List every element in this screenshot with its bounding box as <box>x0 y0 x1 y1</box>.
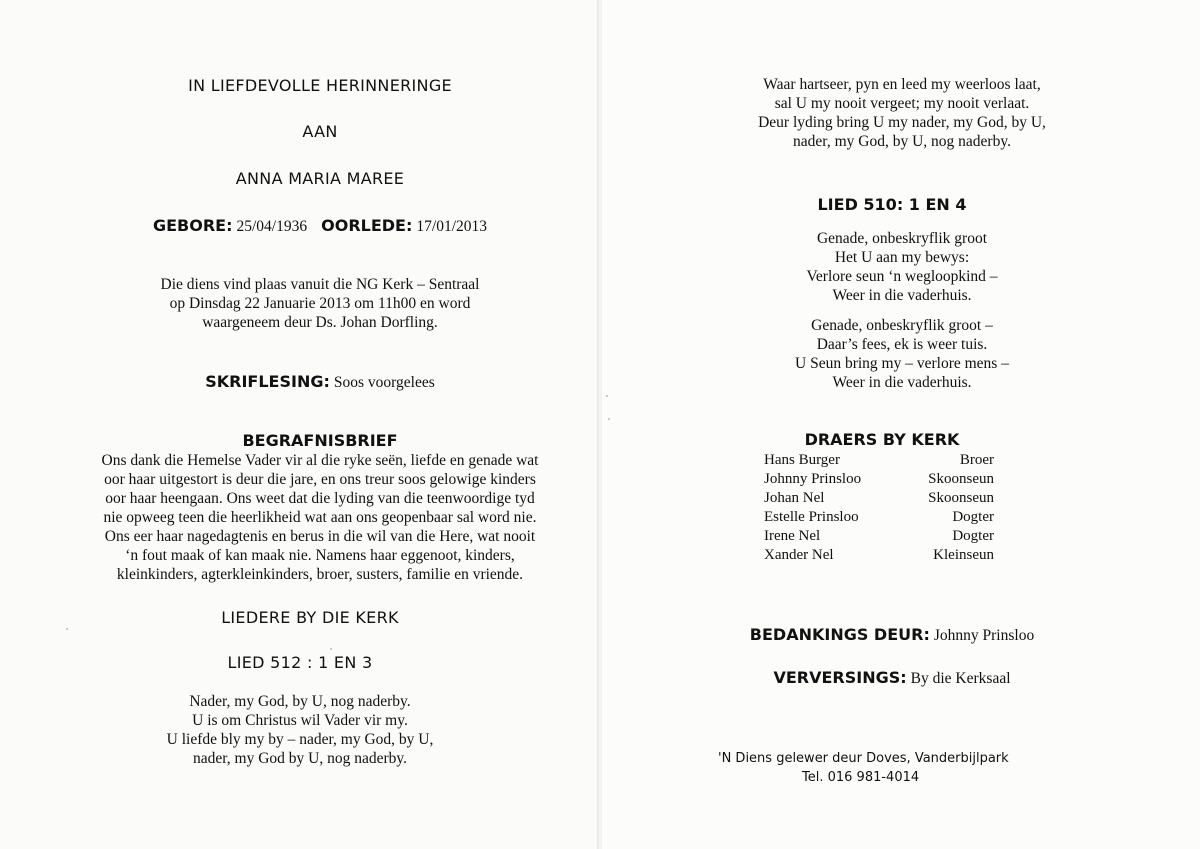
reading-value: Soos voorgelees <box>333 374 435 391</box>
bearer-name: Johan Nel <box>764 490 825 506</box>
verse-line: U Seun bring my – verlore mens – <box>795 355 1009 372</box>
service-info <box>90 275 550 332</box>
service-line: waargeneem deur Ds. Johan Dorfling. <box>202 314 438 331</box>
deceased-name: ANNA MARIA MAREE <box>235 169 405 188</box>
verse-line: Daar’s fees, ek is weer tuis. <box>816 336 988 353</box>
aan-heading: AAN <box>302 122 338 141</box>
service-line: op Dinsdag 22 Januarie 2013 om 11h00 en word <box>169 295 471 312</box>
bearer-relation: Dogter <box>952 509 994 525</box>
letter-line: Ons dank die Hemelse Vader vir al die ryke seën, liefde en genade wat <box>101 452 539 469</box>
paper-speck <box>606 395 608 397</box>
song2-heading: LIED 510: 1 EN 4 <box>817 195 967 214</box>
letter-line: oor haar heengaan. Ons weet dat die lyding van die teenwoordige tyd <box>105 490 535 507</box>
bearer-relation: Skoonseun <box>928 471 994 487</box>
paper-speck <box>66 628 68 630</box>
left-page <box>0 0 598 849</box>
bearer-name: Johnny Prinsloo <box>764 471 862 487</box>
verse-line: sal U my nooit vergeet; my nooit verlaat. <box>774 95 1030 112</box>
undertaker-phone: Tel. 016 981-4014 <box>802 770 920 785</box>
memorial-title: IN LIEFDEVOLLE HERINNERINGE <box>188 76 452 95</box>
scripture-reading <box>120 372 520 392</box>
verse-line: nader, my God by U, nog naderby. <box>192 750 408 767</box>
bearers-table <box>764 451 994 565</box>
refreshments-value: By die Kerksaal <box>910 670 1011 687</box>
verse-line: Weer in die vaderhuis. <box>832 374 972 391</box>
song2-verse2 <box>732 316 1072 392</box>
verse-line: U liefde bly my by – nader, my God, by U, <box>166 731 434 748</box>
bearer-relation: Dogter <box>952 528 994 544</box>
letter-line: ‘n fout maak of kan maak nie. Namens haar eggenoot, kinders, <box>125 547 515 564</box>
bearer-relation: Broer <box>959 452 994 468</box>
bearer-relation: Kleinseun <box>933 547 994 563</box>
bearer-name: Estelle Prinsloo <box>764 509 859 525</box>
thanks-value: Johnny Prinsloo <box>933 627 1035 644</box>
bearer-name: Hans Burger <box>764 452 840 468</box>
song1-continued <box>702 75 1102 151</box>
verse-line: U is om Christus wil Vader vir my. <box>192 712 408 729</box>
song1-heading: LIED 512 : 1 EN 3 <box>227 653 373 672</box>
paper-speck <box>608 418 610 420</box>
bearer-row <box>764 489 994 508</box>
verse-line: Deur lyding bring U my nader, my God, by U, <box>758 114 1046 131</box>
verse-line: Waar hartseer, pyn en leed my weerloos laat, <box>763 76 1041 93</box>
verse-line: nader, my God, by U, nog naderby. <box>793 133 1011 150</box>
verse-line: Het U aan my bewys: <box>834 249 970 266</box>
bearers-heading: DRAERS BY KERK <box>804 430 960 449</box>
bearer-row <box>764 546 994 565</box>
bearer-name: Irene Nel <box>764 528 821 544</box>
bearer-row <box>764 527 994 546</box>
thanks-label: BEDANKINGS DEUR: <box>749 625 930 644</box>
died-label: OORLEDE: <box>321 216 413 235</box>
letter-line: kleinkinders, agterkleinkinders, broer, susters, familie en vriende. <box>116 566 524 583</box>
born-label: GEBORE: <box>152 216 233 235</box>
bearer-row <box>764 470 994 489</box>
verse-line: Weer in die vaderhuis. <box>832 287 972 304</box>
bearer-row <box>764 508 994 527</box>
songs-heading: LIEDERE BY DIE KERK <box>221 608 399 627</box>
letter-line: Ons eer haar nagedagtenis en berus in die wil van die Here, wat nooit <box>104 528 536 545</box>
refreshments-line <box>712 668 1072 688</box>
verse-line: Nader, my God, by U, nog naderby. <box>189 693 411 710</box>
paper-speck <box>330 648 332 650</box>
bearer-name: Xander Nel <box>764 547 834 563</box>
right-page <box>602 0 1200 849</box>
verse-line: Genade, onbeskryflik groot – <box>811 317 993 334</box>
refreshments-label: VERVERSINGS: <box>773 668 907 687</box>
service-line: Die diens vind plaas vanuit die NG Kerk – Sentraal <box>160 276 480 293</box>
funeral-letter <box>40 451 600 584</box>
dates-line <box>90 216 550 236</box>
song2-verse1 <box>732 229 1072 305</box>
bearer-row <box>764 451 994 470</box>
verse-line: Genade, onbeskryflik groot <box>816 230 988 247</box>
letter-line: oor haar uitgestort is deur die jare, en ons treur soos gelowige kinders <box>104 471 536 488</box>
letter-line: nie opweeg teen die heerlikheid wat aan ons geopenbaar sal word nie. <box>103 509 537 526</box>
thanks-line <box>682 625 1102 645</box>
bearer-relation: Skoonseun <box>928 490 994 506</box>
song1-verse <box>110 692 490 768</box>
reading-label: SKRIFLESING: <box>205 372 330 391</box>
letter-heading: BEGRAFNISBRIEF <box>242 431 398 450</box>
died-date: 17/01/2013 <box>416 218 488 235</box>
born-date: 25/04/1936 <box>236 218 308 235</box>
undertaker-line: 'N Diens gelewer deur Doves, Vanderbijlpark <box>718 751 1009 766</box>
verse-line: Verlore seun ‘n wegloopkind – <box>806 268 998 285</box>
